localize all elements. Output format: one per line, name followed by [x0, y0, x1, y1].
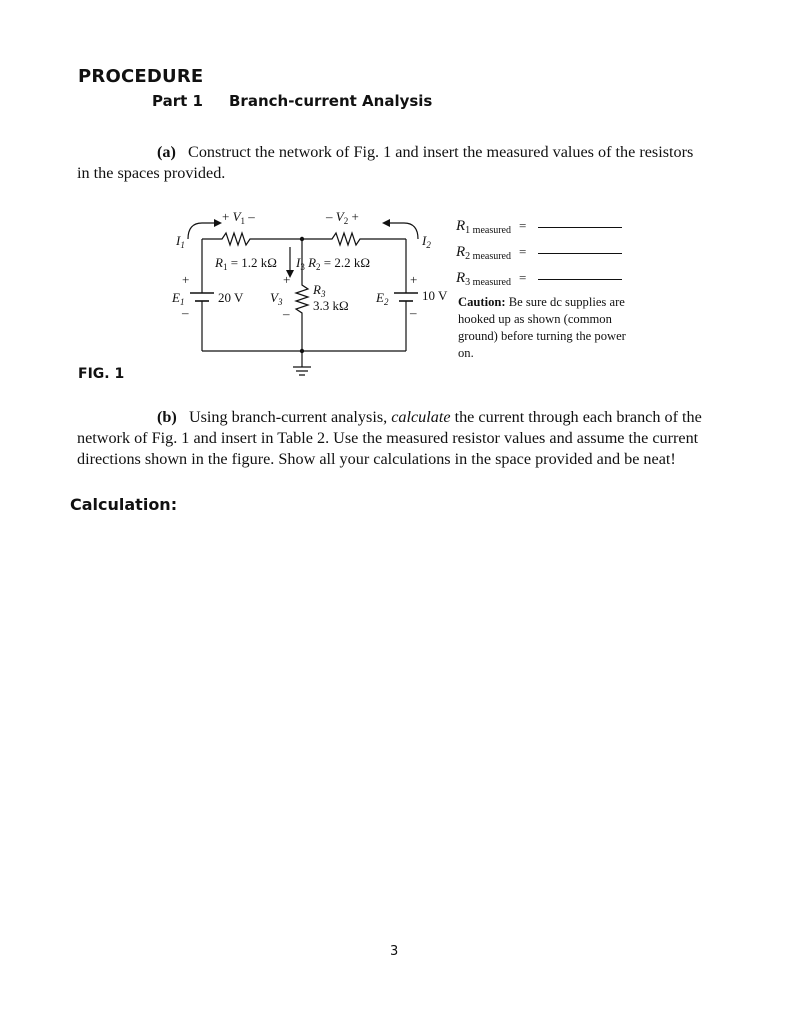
- r2-measured-row: [456, 244, 622, 261]
- r1-measured-eq: =: [519, 218, 527, 233]
- step-a-marker: (a): [157, 143, 176, 161]
- r2-measured-sub: 2 measured: [465, 251, 511, 262]
- part-title: Branch-current Analysis: [229, 92, 433, 110]
- i2-arrowhead-icon: [382, 219, 390, 227]
- procedure-heading: PROCEDURE: [78, 66, 204, 87]
- step-b-paragraph: [77, 407, 717, 470]
- r3-value: 3.3 kΩ: [313, 298, 349, 313]
- circuit-diagram: [160, 205, 460, 385]
- step-b-text-post: the current through each branch of the network of Fig. 1 and insert in Table 2. Use the measured resistor values and assume the current directions shown in the figure. Show all your calculations in the space provided and be neat!: [77, 408, 702, 468]
- r1-measured-row: [456, 218, 622, 235]
- e2-value: 10 V: [422, 288, 448, 303]
- r3-measured-eq: =: [519, 270, 527, 285]
- i1-arrowhead-icon: [214, 219, 222, 227]
- step-a-paragraph: [77, 142, 717, 184]
- r1-label: $R_1 = 1.2$ kΩ: [215, 255, 277, 272]
- e2-plus: +: [410, 272, 418, 287]
- e1-value: 20 V: [218, 290, 244, 305]
- r3-label: $R_3$: [313, 282, 326, 299]
- r3-measured-blank[interactable]: [538, 279, 622, 280]
- step-b-text-pre: Using branch-current analysis,: [188, 408, 388, 426]
- i1-arrow-path: [188, 223, 218, 239]
- calculation-label: Calculation:: [70, 495, 178, 514]
- r2-measured-blank[interactable]: [538, 253, 622, 254]
- r1-measured-label: R: [456, 218, 466, 234]
- step-b-text: [77, 407, 717, 470]
- part-number: Part 1: [152, 92, 203, 110]
- e1-battery-icon: [190, 293, 214, 301]
- figure-label: FIG. 1: [78, 366, 125, 382]
- ground-icon: [293, 367, 311, 375]
- caution-note: [458, 294, 628, 362]
- r1-resistor: [202, 233, 302, 245]
- r2-measured-label: R: [456, 244, 466, 260]
- i2-label: $I_2$: [422, 233, 431, 250]
- step-b-marker: (b): [157, 408, 177, 426]
- e2-battery-icon: [394, 293, 418, 301]
- top-junction-dot: [300, 237, 304, 241]
- caution-label: Caution:: [458, 295, 506, 309]
- v2-label: – $V_2$ +: [326, 209, 359, 226]
- v1-label: + $V_1$ –: [222, 209, 255, 226]
- page-number: 3: [390, 944, 399, 959]
- i2-arrow-path: [386, 223, 418, 239]
- step-a-text-1: Construct the network of Fig. 1 and insert the measured values of the resistors: [188, 143, 694, 161]
- e1-minus: –: [182, 305, 189, 320]
- e2-minus: –: [410, 305, 417, 320]
- i3-r2-label: $I_3$ $R_2 = 2.2$ kΩ: [296, 255, 371, 272]
- v3-plus: +: [283, 272, 291, 287]
- step-a-line1: [77, 142, 717, 163]
- r3-measured-sub: 3 measured: [465, 277, 511, 288]
- e2-label: $E_2$: [376, 290, 389, 307]
- bottom-junction-dot: [300, 349, 304, 353]
- step-b-text-italic: calculate: [391, 408, 451, 426]
- v3-label: $V_3$: [270, 290, 283, 307]
- r1-measured-sub: 1 measured: [465, 225, 511, 236]
- r1-measured-blank[interactable]: [538, 227, 622, 228]
- r3-measured-row: [456, 270, 622, 287]
- step-a-line2: in the spaces provided.: [77, 164, 226, 182]
- v3-minus: –: [283, 306, 290, 321]
- e1-plus: +: [182, 272, 190, 287]
- r2-resistor: [302, 233, 406, 245]
- e1-label: $E_1$: [172, 290, 185, 307]
- r3-measured-label: R: [456, 270, 466, 286]
- r2-measured-eq: =: [519, 244, 527, 259]
- caution-text: Be sure dc supplies are hooked up as shown (common ground) before turning the power on.: [458, 295, 626, 360]
- i1-label: $I_1$: [176, 233, 185, 250]
